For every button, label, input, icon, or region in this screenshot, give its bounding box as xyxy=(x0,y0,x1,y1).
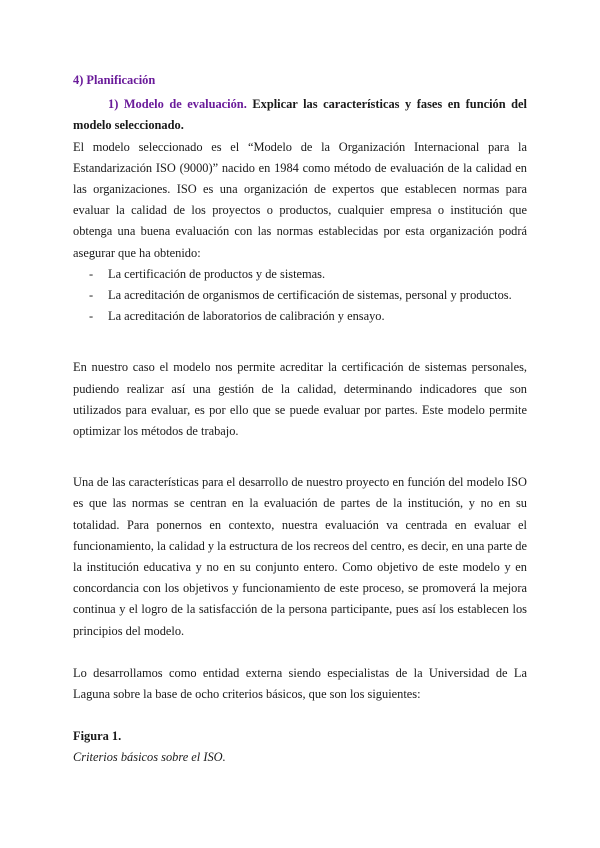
certification-list xyxy=(73,264,527,328)
list-dash: - xyxy=(89,309,94,324)
figure-caption: Criterios básicos sobre el ISO. xyxy=(73,750,226,765)
subsection-heading xyxy=(73,94,527,136)
spacer xyxy=(73,442,527,472)
spacer xyxy=(73,705,527,726)
spacer xyxy=(73,327,527,357)
subsection-number: 1) Modelo de evaluación. xyxy=(108,97,247,112)
list-item-text: La certificación de productos y de sistemas. xyxy=(108,266,326,281)
document-content xyxy=(73,70,527,769)
paragraph-characteristics: Una de las características para el desarrollo de nuestro proyecto en función del modelo ISO es que las normas se centran en la evaluación de partes de la institución, y no en su totalidad. Para ponernos en contexto, nuestra evaluación va centrada en evaluar el funcionamiento, la calidad y la estructura de los recreos del centro, es decir, en una parte de la institución educativa y no en su conjunto entero. Como objetivo de este modelo y en concordancia con los objetivos y funcionamiento de este proceso, se promoverá la mejora continua y el logro de la satisfacción de la persona participante, pues así los establecen los principios del modelo. xyxy=(73,475,527,638)
list-item-text: La acreditación de laboratorios de calibración y ensayo. xyxy=(108,309,385,324)
list-item xyxy=(73,306,527,327)
list-item-text: La acreditación de organismos de certificación de sistemas, personal y productos. xyxy=(108,288,512,303)
paragraph-model-use: En nuestro caso el modelo nos permite acreditar la certificación de sistemas personales, pudiendo realizar así una gestión de la calidad, determinando indicadores que son utilizados para evaluar, es por ello que se puede evaluar por partes. Este modelo permite optimizar los métodos de trabajo. xyxy=(73,360,527,439)
section-heading: 4) Planificación xyxy=(73,73,156,87)
spacer xyxy=(73,642,527,663)
list-dash: - xyxy=(89,288,94,303)
list-dash: - xyxy=(89,266,94,281)
paragraph-criteria-intro: Lo desarrollamos como entidad externa siendo especialistas de la Universidad de La Laguna sobre la base de ocho criterios básicos, que son los siguientes: xyxy=(73,665,527,702)
figure-label: Figura 1. xyxy=(73,729,122,744)
list-item xyxy=(73,264,527,285)
subsection-title: Explicar las características y fases en función del modelo seleccionado. xyxy=(73,97,527,133)
intro-paragraph: El modelo seleccionado es el “Modelo de la Organización Internacional para la Estandarización ISO (9000)” nacido en 1984 como método de evaluación de la calidad en las organizaciones. ISO es una organización de expertos que establecen normas para evaluar la calidad de los proyectos o productos, cualquier empresa o institución que obtenga una buena evaluación con las normas establecidas por esta organización podrá asegurar que ha obtenido: xyxy=(73,139,527,260)
list-item xyxy=(73,285,527,306)
